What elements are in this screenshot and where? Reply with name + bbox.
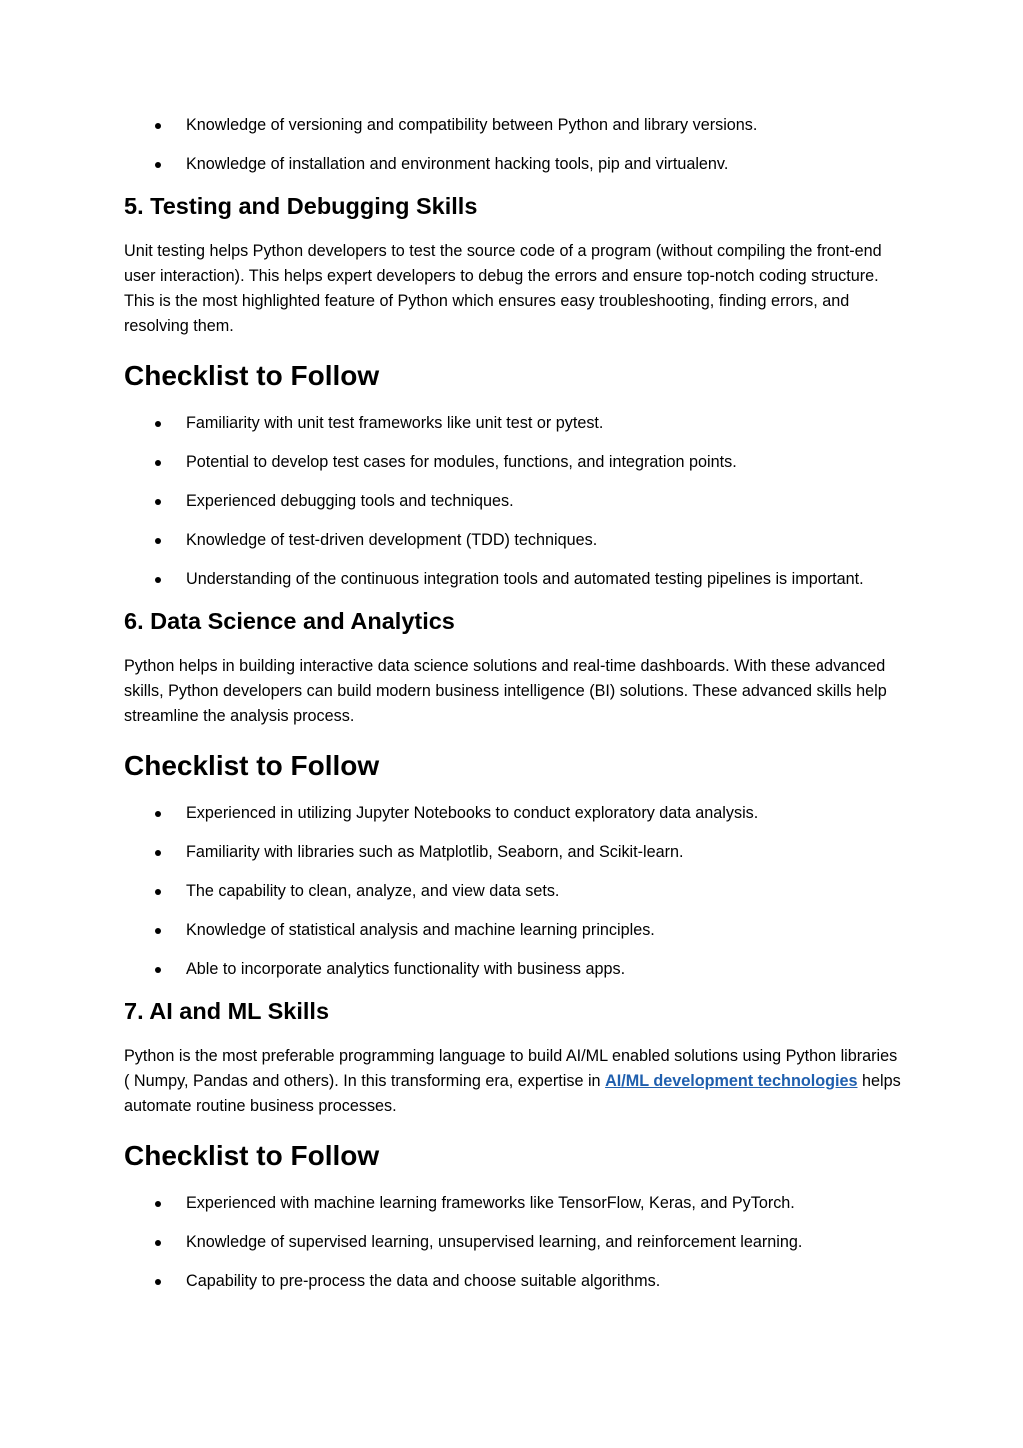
list-item bbox=[124, 840, 903, 865]
bullet-icon bbox=[155, 1279, 161, 1285]
section-6-paragraph: Python helps in building interactive data science solutions and real-time dashboards. With these advanced skills, Python developers can build modern business intelligence (BI) solutions. These advanced skills help streamline the analysis process. bbox=[124, 657, 887, 725]
bullet-icon bbox=[155, 421, 161, 427]
bullet-icon bbox=[155, 967, 161, 973]
list-item bbox=[124, 113, 903, 138]
list-item-text: Knowledge of versioning and compatibility between Python and library versions. bbox=[186, 116, 758, 134]
list-item bbox=[124, 1269, 903, 1294]
list-item-text: Experienced debugging tools and techniques. bbox=[186, 492, 514, 510]
list-item bbox=[124, 957, 903, 982]
list-item-text: Understanding of the continuous integration tools and automated testing pipelines is important. bbox=[186, 570, 864, 588]
section-5-checklist-heading: Checklist to Follow bbox=[124, 360, 380, 391]
list-item bbox=[124, 411, 903, 436]
list-item-text: Familiarity with libraries such as Matplotlib, Seaborn, and Scikit-learn. bbox=[186, 843, 684, 861]
list-item bbox=[124, 1191, 903, 1216]
list-item-text: Experienced with machine learning frameworks like TensorFlow, Keras, and PyTorch. bbox=[186, 1194, 795, 1212]
list-item-text: Experienced in utilizing Jupyter Notebooks to conduct exploratory data analysis. bbox=[186, 804, 759, 822]
bullet-icon bbox=[155, 850, 161, 856]
bullet-icon bbox=[155, 538, 161, 544]
section-6-checklist-heading: Checklist to Follow bbox=[124, 750, 380, 781]
bullet-icon bbox=[155, 1201, 161, 1207]
list-item-text: The capability to clean, analyze, and view data sets. bbox=[186, 882, 560, 900]
list-item-text: Knowledge of supervised learning, unsupervised learning, and reinforcement learning. bbox=[186, 1233, 803, 1251]
paragraph-text-after-link: helps automate routine business processes. bbox=[124, 1072, 901, 1115]
section-5-paragraph: Unit testing helps Python developers to test the source code of a program (without compiling the front-end user interaction). This helps expert developers to debug the errors and ensure top-notch coding structure. This is the most highlighted feature of Python which ensures easy troubleshooting, finding errors, and resolving them. bbox=[124, 242, 882, 335]
section-6-checklist bbox=[124, 801, 903, 982]
bullet-icon bbox=[155, 162, 161, 168]
list-item bbox=[124, 152, 903, 177]
bullet-icon bbox=[155, 928, 161, 934]
section-7-checklist-heading: Checklist to Follow bbox=[124, 1140, 380, 1171]
list-item bbox=[124, 528, 903, 553]
bullet-icon bbox=[155, 577, 161, 583]
list-item-text: Capability to pre-process the data and choose suitable algorithms. bbox=[186, 1272, 661, 1290]
bullet-icon bbox=[155, 889, 161, 895]
list-item-text: Able to incorporate analytics functionality with business apps. bbox=[186, 960, 626, 978]
list-item-text: Knowledge of statistical analysis and machine learning principles. bbox=[186, 921, 655, 939]
list-item bbox=[124, 879, 903, 904]
bullet-icon bbox=[155, 123, 161, 129]
section-7-paragraph bbox=[124, 1044, 903, 1119]
paragraph-text-before-link: Python is the most preferable programming language to build AI/ML enabled solutions using Python libraries ( Numpy, Pandas and others). In this transforming era, expertise in bbox=[124, 1047, 898, 1090]
list-item bbox=[124, 1230, 903, 1255]
bullet-icon bbox=[155, 499, 161, 505]
section-7-checklist bbox=[124, 1191, 903, 1294]
list-item-text: Knowledge of test-driven development (TDD) techniques. bbox=[186, 531, 598, 549]
list-item-text: Potential to develop test cases for modules, functions, and integration points. bbox=[186, 453, 737, 471]
section-5-checklist bbox=[124, 411, 903, 592]
section-5-heading: 5. Testing and Debugging Skills bbox=[124, 193, 478, 219]
list-item-text: Familiarity with unit test frameworks like unit test or pytest. bbox=[186, 414, 604, 432]
section-7-heading: 7. AI and ML Skills bbox=[124, 998, 330, 1024]
top-bullet-list bbox=[124, 113, 903, 177]
bullet-icon bbox=[155, 811, 161, 817]
ai-ml-development-link[interactable]: AI/ML development technologies bbox=[605, 1072, 858, 1090]
list-item bbox=[124, 567, 903, 592]
list-item-text: Knowledge of installation and environment hacking tools, pip and virtualenv. bbox=[186, 155, 729, 173]
section-6-heading: 6. Data Science and Analytics bbox=[124, 608, 455, 634]
list-item bbox=[124, 450, 903, 475]
bullet-icon bbox=[155, 460, 161, 466]
list-item bbox=[124, 801, 903, 826]
list-item bbox=[124, 918, 903, 943]
bullet-icon bbox=[155, 1240, 161, 1246]
list-item bbox=[124, 489, 903, 514]
